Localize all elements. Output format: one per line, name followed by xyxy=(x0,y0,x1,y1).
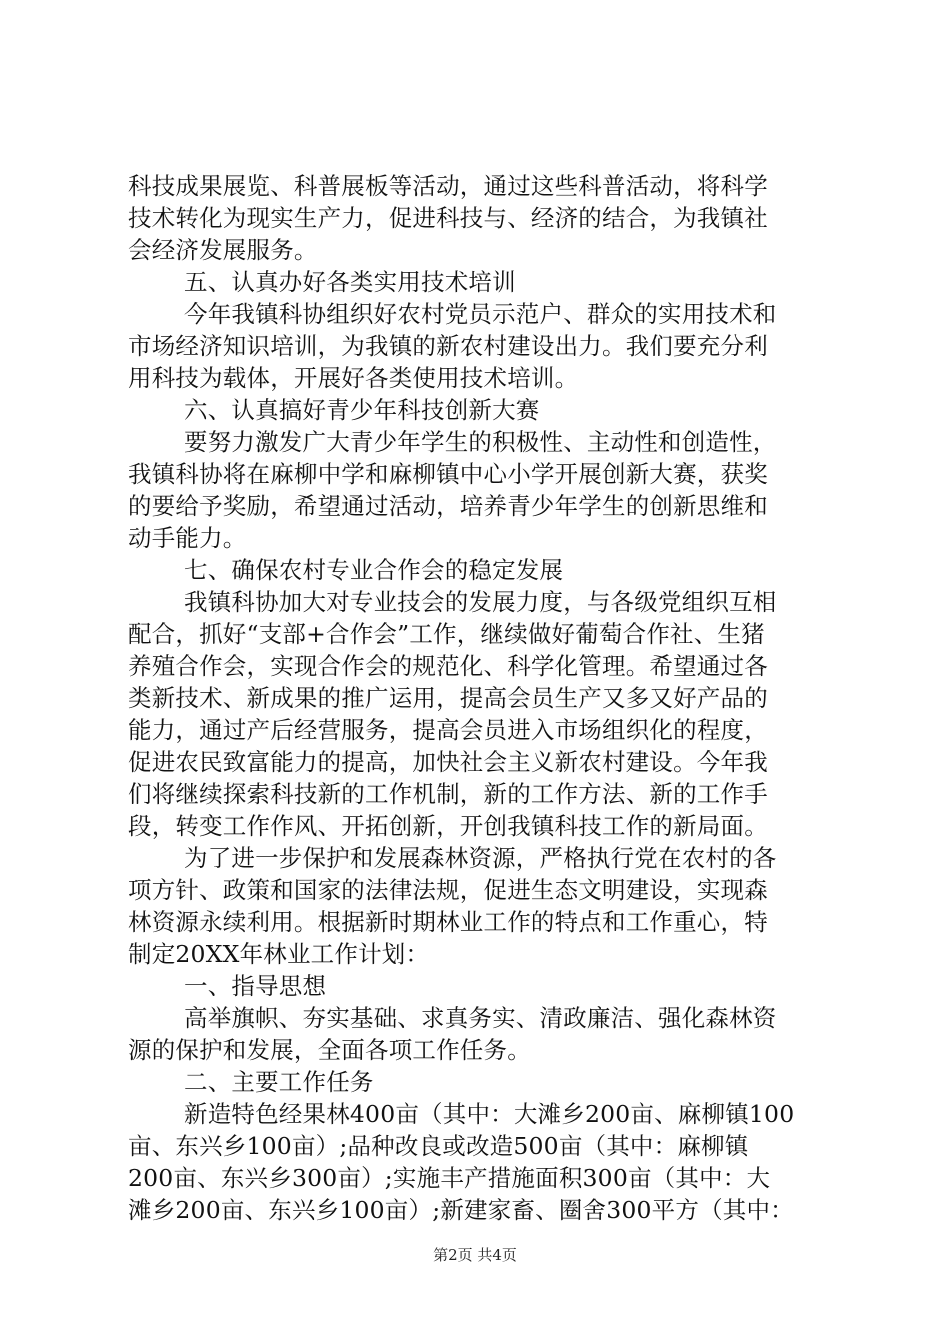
document-body xyxy=(128,170,828,1226)
text-line: 五、认真办好各类实用技术培训 xyxy=(184,268,516,296)
text-line: 要努力激发广大青少年学生的积极性、主动性和创造性， xyxy=(184,428,777,456)
text-line: 一、指导思想 xyxy=(184,972,327,1000)
text-line: 二、主要工作任务 xyxy=(184,1068,374,1096)
text-line: 科技成果展览、科普展板等活动，通过这些科普活动，将科学 xyxy=(128,172,768,200)
text-line: 高举旗帜、夯实基础、求真务实、清政廉洁、强化森林资 xyxy=(184,1004,777,1032)
text-line: 市场经济知识培训，为我镇的新农村建设出力。我们要充分利 xyxy=(128,332,768,360)
text-line: 动手能力。 xyxy=(128,524,247,552)
text-line: 新造特色经果林400亩（其中：大滩乡200亩、麻柳镇100 xyxy=(184,1100,795,1128)
text-line: 能力，通过产后经营服务，提高会员进入市场组织化的程度， xyxy=(128,716,768,744)
text-line: 们将继续探索科技新的工作机制，新的工作方法、新的工作手 xyxy=(128,780,768,808)
text-line: 为了进一步保护和发展森林资源，严格执行党在农村的各 xyxy=(184,844,777,872)
text-line: 的要给予奖励，希望通过活动，培养青少年学生的创新思维和 xyxy=(128,492,768,520)
text-line: 会经济发展服务。 xyxy=(128,236,318,264)
text-line: 源的保护和发展，全面各项工作任务。 xyxy=(128,1036,531,1064)
text-line: 技术转化为现实生产力，促进科技与、经济的结合，为我镇社 xyxy=(128,204,768,232)
text-line: 七、确保农村专业合作会的稳定发展 xyxy=(184,556,564,584)
page-footer: 第2页 共4页 xyxy=(433,1246,517,1264)
text-line: 配合，抓好“支部+合作会”工作，继续做好葡萄合作社、生猪 xyxy=(128,620,765,648)
text-line: 我镇科协将在麻柳中学和麻柳镇中心小学开展创新大赛，获奖 xyxy=(128,460,768,488)
text-line: 项方针、政策和国家的法律法规，促进生态文明建设，实现森 xyxy=(128,876,768,904)
text-line: 类新技术、新成果的推广运用，提高会员生产又多又好产品的 xyxy=(128,684,768,712)
text-line: 林资源永续利用。根据新时期林业工作的特点和工作重心，特 xyxy=(128,908,768,936)
text-line: 用科技为载体，开展好各类使用技术培训。 xyxy=(128,364,579,392)
text-line: 制定20XX年林业工作计划： xyxy=(128,940,430,968)
text-line: 亩、东兴乡100亩）;品种改良或改造500亩（其中：麻柳镇 xyxy=(128,1132,749,1160)
text-line: 我镇科协加大对专业技会的发展力度，与各级党组织互相 xyxy=(184,588,777,616)
text-line: 200亩、东兴乡300亩）;实施丰产措施面积300亩（其中：大 xyxy=(128,1164,771,1192)
text-line: 滩乡200亩、东兴乡100亩）;新建家畜、圈舍300平方（其中： xyxy=(128,1196,794,1224)
text-line: 促进农民致富能力的提高，加快社会主义新农村建设。今年我 xyxy=(128,748,768,776)
text-line: 养殖合作会，实现合作会的规范化、科学化管理。希望通过各 xyxy=(128,652,768,680)
text-line: 今年我镇科协组织好农村党员示范户、群众的实用技术和 xyxy=(184,300,777,328)
text-line: 六、认真搞好青少年科技创新大赛 xyxy=(184,396,540,424)
text-line: 段，转变工作作风、开拓创新，开创我镇科技工作的新局面。 xyxy=(128,812,768,840)
